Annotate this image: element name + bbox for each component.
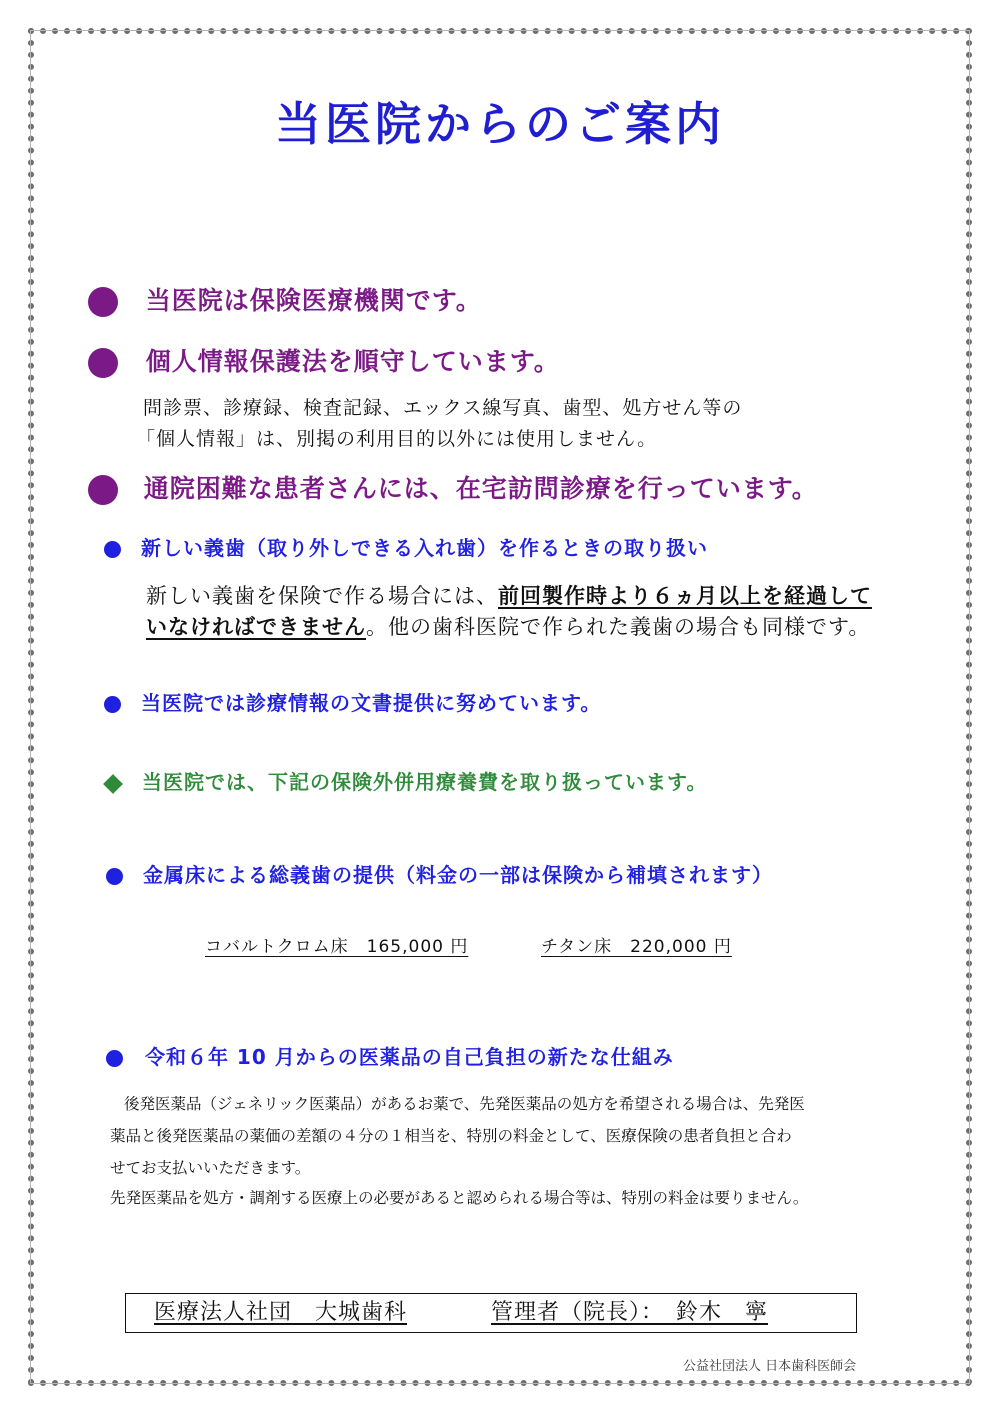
bullet-circle-icon: [106, 1050, 123, 1067]
item-insurance: [88, 281, 482, 317]
bullet-circle-icon: [104, 541, 121, 558]
denture-line-2-emphasis: いなければできません: [146, 615, 366, 639]
denture-heading-text: 新しい義歯（取り外しできる入れ歯）を作るときの取り扱い: [140, 536, 708, 560]
privacy-detail-line-2: 「個人情報」は、別掲の利用目的以外には使用しません。: [136, 428, 658, 450]
price-cobalt-chrome: コバルトクロム床 165,000 円: [205, 937, 469, 957]
item-home-visit: [88, 469, 818, 505]
denture-heading: [104, 532, 708, 561]
denture-line-1: [146, 580, 872, 610]
bullet-circle-icon: [88, 475, 118, 505]
documents-item-text: 当医院では診療情報の文書提供に努めています。: [140, 691, 602, 715]
documents-item: [104, 687, 601, 716]
generic-line-1: 後発医薬品（ジェネリック医薬品）があるお薬で、先発医薬品の処方を希望される場合は、先発医: [124, 1095, 805, 1113]
bullet-diamond-icon: [103, 774, 123, 794]
generic-line-2: 薬品と後発医薬品の薬価の差額の４分の１相当を、特別の料金として、医療保険の患者負担と合わ: [110, 1127, 792, 1145]
generic-line-4: 先発医薬品を処方・調剤する医療上の必要があると認められる場合等は、特別の料金は要りません。: [110, 1189, 809, 1207]
clinic-info-box: [125, 1293, 857, 1333]
clinic-manager: 管理者（院長）： 鈴木 寧: [491, 1300, 769, 1325]
denture-line-2-plain: 。他の歯科医院で作られた義歯の場合も同様です。: [366, 615, 871, 639]
metal-base-heading-text: 金属床による総義歯の提供（料金の一部は保険から補填されます）: [142, 863, 773, 887]
denture-line-2: [146, 611, 870, 641]
metal-base-heading: [106, 859, 773, 888]
bullet-circle-icon: [104, 696, 121, 713]
denture-line-1-emphasis: 前回製作時より６ヵ月以上を経過して: [498, 584, 872, 608]
clinic-name: 医療法人社団 大城歯科: [154, 1300, 408, 1325]
item-home-visit-text: 通院困難な患者さんには、在宅訪問診療を行っています。: [143, 474, 818, 503]
extra-costs-text: 当医院では、下記の保険外併用療養費を取り扱っています。: [141, 770, 708, 794]
privacy-detail-line-1: 問診票、診療録、検査記録、エックス線写真、歯型、処方せん等の: [143, 397, 743, 419]
item-insurance-text: 当医院は保険医療機関です。: [145, 286, 482, 315]
bullet-circle-icon: [88, 348, 118, 378]
bullet-circle-icon: [88, 287, 118, 317]
extra-costs-item: [106, 766, 707, 795]
generic-heading-text: 令和６年 10 月からの医薬品の自己負担の新たな仕組み: [144, 1045, 674, 1069]
generic-heading: [106, 1041, 674, 1070]
generic-line-3: せてお支払いいただきます。: [110, 1159, 311, 1177]
association-credit: 公益社団法人 日本歯科医師会: [683, 1359, 857, 1374]
bullet-circle-icon: [106, 868, 123, 885]
item-privacy-text: 個人情報保護法を順守しています。: [145, 347, 560, 376]
price-titanium: チタン床 220,000 円: [541, 937, 732, 957]
denture-line-1-plain: 新しい義歯を保険で作る場合には、: [146, 584, 498, 608]
page-title: 当医院からのご案内: [275, 97, 725, 151]
item-privacy: [88, 342, 560, 378]
